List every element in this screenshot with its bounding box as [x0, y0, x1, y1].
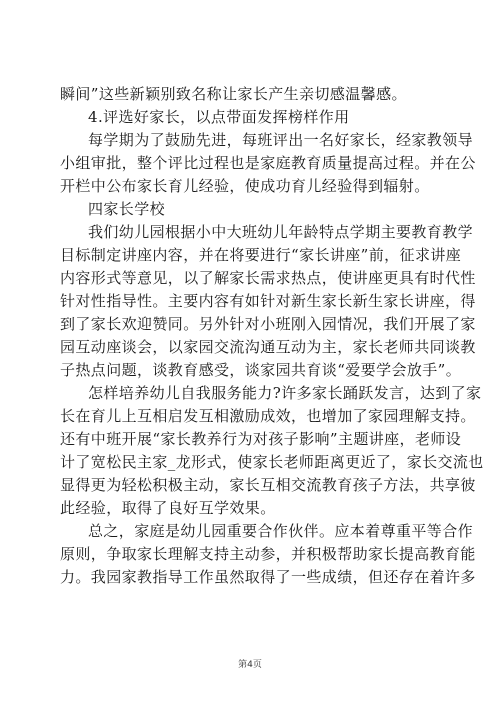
section-heading-4: 4.评选好家长，以点带面发挥榜样作用	[88, 108, 350, 126]
page-number: 第4页	[238, 660, 262, 670]
section-heading-parent-school: 四家长学校	[88, 200, 166, 218]
paragraph-line-15: 长在育儿上互相启发互相激励成效，也增加了家园理解支持。	[60, 407, 476, 425]
paragraph-line-14: 怎样培养幼儿自我服务能力?许多家长踊跃发言，达到了家	[88, 384, 482, 402]
paragraph-line-21: 原则，争取家长理解支持主动参，并积极帮助家长提高教育能	[60, 545, 476, 563]
paragraph-line-7: 我们幼儿园根据小中大班幼儿年龄特点学期主要教育教学	[88, 223, 474, 241]
document-body	[60, 83, 484, 589]
paragraph-line-12: 园互动座谈会，以家园交流沟通互动为主，家长老师共同谈教	[60, 338, 476, 356]
paragraph-line-11: 到了家长欢迎赞同。另外针对小班刚入园情况，我们开展了家	[60, 315, 476, 333]
paragraph-line-4: 小组审批，整个评比过程也是家庭教育质量提高过程。并在公	[60, 154, 476, 172]
paragraph-line-19: 此经验，取得了良好互学效果。	[60, 499, 276, 517]
paragraph-line-5: 开栏中公布家长育儿经验，使成功育儿经验得到辐射。	[60, 177, 430, 195]
paragraph-line-1: 瞬间”这些新颖别致名称让家长产生亲切感温馨感。	[60, 85, 407, 103]
paragraph-line-17: 计了宽松民主家_龙形式，使家长老师距离更近了，家长交流也	[60, 453, 484, 471]
paragraph-line-20: 总之，家庭是幼儿园重要合作伙伴。应本着尊重平等合作	[88, 522, 474, 540]
paragraph-line-13: 子热点问题，谈教育感受，谈家园共育谈“爱要学会放手”。	[60, 361, 462, 379]
paragraph-line-22: 力。我园家教指导工作虽然取得了一些成绩，但还存在着许多	[60, 568, 476, 586]
paragraph-line-9: 内容形式等意见，以了解家长需求热点，使讲座更具有时代性	[60, 269, 476, 287]
paragraph-line-8: 目标制定讲座内容，并在将要进行“家长讲座”前，征求讲座	[60, 246, 462, 264]
paragraph-line-3: 每学期为了鼓励先进，每班评出一名好家长，经家教领导	[88, 131, 474, 149]
paragraph-line-16: 还有中班开展“家长教养行为对孩子影响”主题讲座，老师设	[60, 430, 462, 448]
paragraph-line-18: 显得更为轻松积极主动，家长互相交流教育孩子方法，共享彼	[60, 476, 476, 494]
paragraph-line-10: 针对性指导性。主要内容有如针对新生家长新生家长讲座，得	[60, 292, 476, 310]
